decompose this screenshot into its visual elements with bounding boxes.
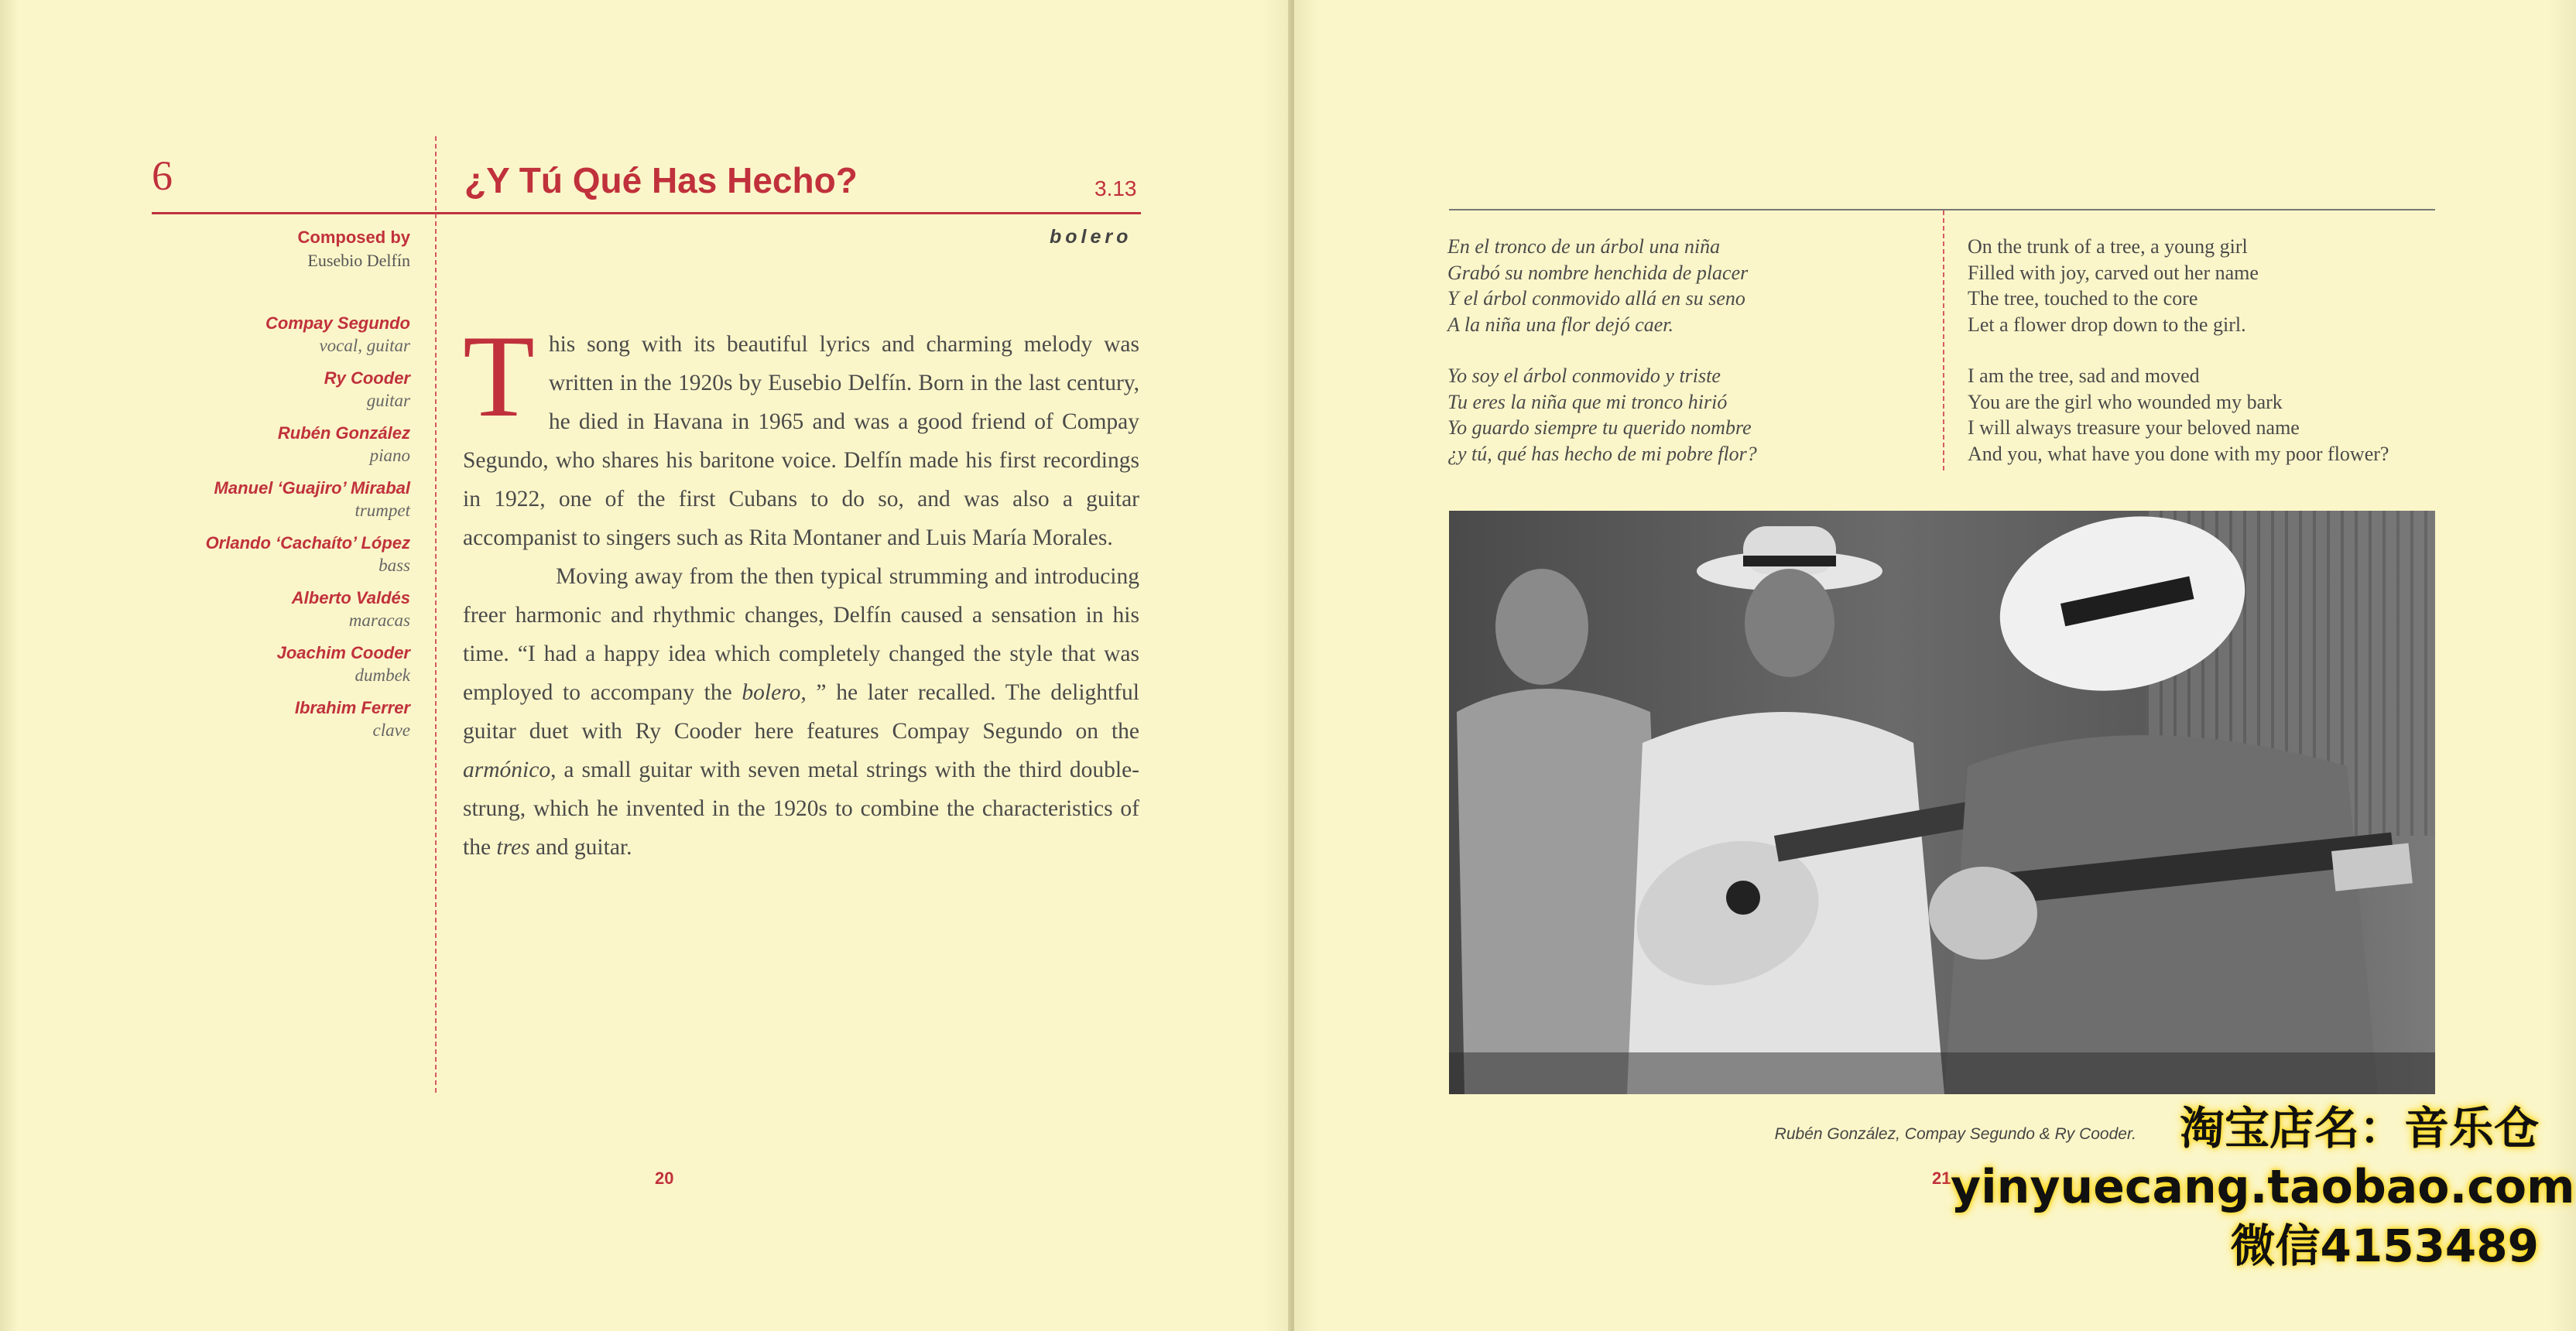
lyric-line: Grabó su nombre henchida de placer bbox=[1447, 261, 1749, 284]
credits-column bbox=[116, 226, 410, 752]
musician-role: dumbek bbox=[355, 666, 410, 685]
lyric-line: Yo soy el árbol conmovido y triste bbox=[1447, 364, 1721, 387]
text-run: ” he later recalled. The delightful guitar duet with Ry Cooder here features Compay Segundo on the bbox=[463, 680, 1139, 744]
watermark-wechat: 微信4153489 bbox=[2230, 1220, 2539, 1272]
photo-caption: Rubén González, Compay Segundo & Ry Cooder. bbox=[1774, 1125, 2136, 1143]
column-divider bbox=[435, 136, 437, 1096]
text-run: , a small guitar with seven metal strings with the third double-strung, which he invented in the 1920s to combine the characteristics of the bbox=[463, 758, 1139, 860]
paragraph-2 bbox=[463, 557, 1139, 867]
lyrics-spanish bbox=[1447, 234, 1927, 467]
musician-list bbox=[116, 313, 410, 741]
lyric-line: Yo guardo siempre tu querido nombre bbox=[1447, 416, 1752, 439]
musician-name: Rubén González bbox=[277, 423, 410, 443]
drop-cap: T bbox=[463, 311, 535, 441]
shop-watermark bbox=[1951, 1099, 2575, 1275]
lyric-line: You are the girl who wounded my bark bbox=[1968, 390, 2283, 413]
paragraph-1 bbox=[463, 311, 1139, 557]
musician-entry bbox=[116, 313, 410, 357]
musician-entry bbox=[116, 642, 410, 686]
musician-role: piano bbox=[369, 446, 410, 465]
watermark-url: yinyuecang.taobao.com bbox=[1951, 1160, 2575, 1214]
musician-role: maracas bbox=[348, 611, 410, 630]
lyric-line: Filled with joy, carved out her name bbox=[1968, 261, 2259, 284]
italic-term: tres bbox=[496, 835, 530, 860]
lyric-line: And you, what have you done with my poor flower? bbox=[1968, 442, 2389, 465]
musician-name: Orlando ‘Cachaíto’ López bbox=[205, 533, 410, 553]
song-description bbox=[463, 311, 1139, 867]
stanza bbox=[1968, 363, 2463, 467]
track-duration: 3.13 bbox=[1094, 176, 1137, 200]
genre-label: bolero bbox=[1050, 226, 1132, 248]
musician-role: trumpet bbox=[355, 501, 410, 520]
musician-entry bbox=[116, 423, 410, 467]
photo-illustration bbox=[1449, 511, 2435, 1094]
stanza bbox=[1447, 234, 1927, 337]
musician-role: guitar bbox=[366, 391, 410, 410]
stanza bbox=[1968, 234, 2463, 337]
text-run: Moving away from the then typical strumming and introducing freer harmonic and rhythmic changes, Delfín caused a sensation in his time. “I had a happy idea which completely changed the style that was employed to accompany the bbox=[463, 564, 1139, 705]
musician-entry bbox=[116, 697, 410, 741]
lyric-line: I am the tree, sad and moved bbox=[1968, 364, 2200, 387]
lyric-line: On the trunk of a tree, a young girl bbox=[1968, 235, 2248, 258]
lyric-line: Y el árbol conmovido allá en su seno bbox=[1447, 287, 1745, 310]
musician-role: vocal, guitar bbox=[319, 336, 410, 355]
track-number: 6 bbox=[152, 152, 173, 199]
header-rule bbox=[152, 212, 1141, 214]
musicians-photo bbox=[1449, 511, 2435, 1094]
lyrics-english bbox=[1968, 234, 2463, 467]
lyric-line: Let a flower drop down to the girl. bbox=[1968, 313, 2246, 336]
musician-name: Manuel ‘Guajiro’ Mirabal bbox=[214, 478, 410, 498]
track-title: ¿Y Tú Qué Has Hecho? bbox=[464, 160, 858, 200]
composed-by-label: Composed by bbox=[297, 228, 410, 247]
italic-term: bolero, bbox=[742, 680, 807, 705]
musician-name: Alberto Valdés bbox=[291, 588, 410, 607]
musician-entry bbox=[116, 532, 410, 577]
paragraph-1-text: his song with its beautiful lyrics and charming melody was written in the 1920s by Eusebio Delfín. Born in the last century, he died in Havana in 1965 and was a good friend of Compay Segundo, who shares his baritone voice. Delfín made his first recordings in 1922, one of the first Cubans to do so, and was also a guitar accompanist to singers such as Rita Montaner and Luis María Morales. bbox=[463, 332, 1139, 550]
stanza bbox=[1447, 363, 1927, 467]
lyric-line: The tree, touched to the core bbox=[1968, 287, 2198, 310]
lyric-line: Tu eres la niña que mi tronco hirió bbox=[1447, 390, 1728, 413]
lyrics-rule bbox=[1449, 209, 2435, 210]
musician-entry bbox=[116, 477, 410, 522]
lyric-line: A la niña una flor dejó caer. bbox=[1447, 313, 1674, 336]
composer-name: Eusebio Delfín bbox=[307, 251, 410, 270]
musician-entry bbox=[116, 587, 410, 631]
page-number-left: 20 bbox=[655, 1168, 674, 1188]
musician-name: Compay Segundo bbox=[265, 313, 410, 333]
lyric-line: En el tronco de un árbol una niña bbox=[1447, 235, 1721, 258]
lyric-line: ¿y tú, qué has hecho de mi pobre flor? bbox=[1447, 442, 1757, 465]
italic-term: armónico bbox=[463, 758, 551, 782]
text-run: and guitar. bbox=[529, 835, 632, 860]
lyric-line: I will always treasure your beloved name bbox=[1968, 416, 2300, 439]
watermark-shop-name: 淘宝店名：音乐仓 bbox=[2179, 1102, 2539, 1155]
musician-name: Joachim Cooder bbox=[276, 643, 410, 662]
musician-entry bbox=[116, 368, 410, 412]
lyrics-divider bbox=[1943, 210, 1944, 470]
page-number-right: 21 bbox=[1932, 1168, 1951, 1188]
musician-name: Ry Cooder bbox=[324, 368, 410, 388]
musician-role: bass bbox=[379, 556, 410, 575]
musician-name: Ibrahim Ferrer bbox=[294, 698, 410, 717]
musician-role: clave bbox=[372, 720, 410, 740]
